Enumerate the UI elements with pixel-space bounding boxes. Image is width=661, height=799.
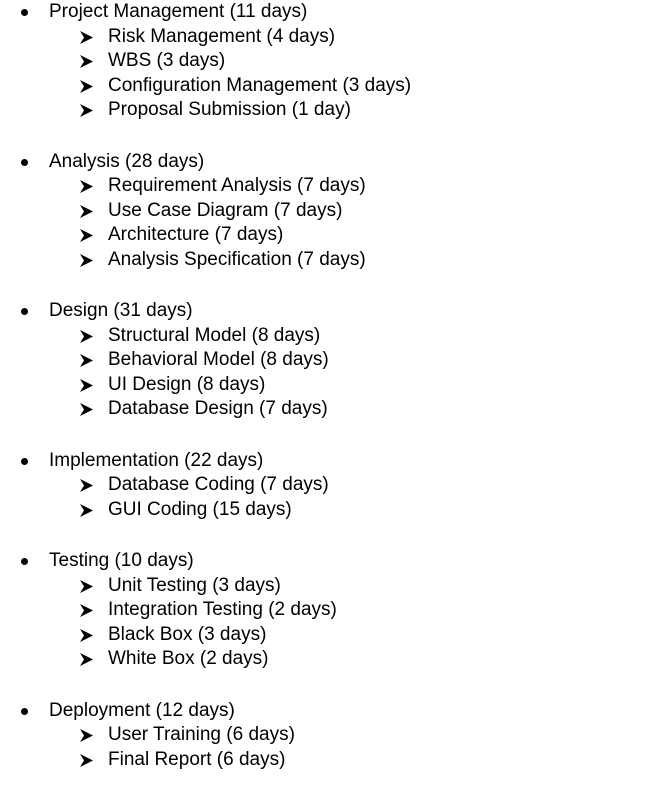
arrowhead-bullet-icon [80, 205, 93, 218]
phase-heading [0, 150, 661, 175]
task-label: UI Design (8 days) [108, 373, 266, 395]
task-label: Architecture (7 days) [108, 224, 284, 245]
task-label: Use Case Diagram (7 days) [108, 199, 343, 221]
task-label: Risk Management (4 days) [108, 25, 336, 47]
task-item [0, 623, 661, 648]
bullet-icon [21, 308, 28, 315]
bullet-icon [21, 458, 28, 465]
task-item [0, 174, 661, 199]
task-label: Configuration Management (3 days) [108, 74, 412, 96]
phase-item [0, 449, 661, 523]
task-item [0, 348, 661, 373]
arrowhead-bullet-icon [80, 31, 93, 44]
arrowhead-bullet-icon [80, 254, 93, 267]
phase-label: Project Management (11 days) [49, 1, 308, 22]
arrowhead-bullet-icon [80, 229, 93, 242]
phase-label: Design (31 days) [49, 300, 193, 321]
task-label: Integration Testing (2 days) [108, 599, 337, 620]
task-label: Behavioral Model (8 days) [108, 349, 329, 370]
phase-heading [0, 299, 661, 324]
bullet-icon [21, 9, 28, 16]
arrowhead-bullet-icon [80, 479, 93, 492]
phase-label: Analysis (28 days) [49, 150, 205, 172]
task-label: Database Coding (7 days) [108, 474, 329, 495]
phase-item [0, 150, 661, 273]
phase-label: Implementation (22 days) [49, 449, 264, 471]
phase-label: Testing (10 days) [49, 550, 194, 571]
task-label: Black Box (3 days) [108, 623, 267, 645]
arrowhead-bullet-icon [80, 653, 93, 666]
arrowhead-bullet-icon [80, 629, 93, 642]
task-item [0, 397, 661, 422]
arrowhead-bullet-icon [80, 580, 93, 593]
task-item [0, 748, 661, 773]
task-item [0, 25, 661, 50]
phase-item [0, 699, 661, 773]
phase-heading [0, 699, 661, 724]
arrowhead-bullet-icon [80, 729, 93, 742]
task-label: Analysis Specification (7 days) [108, 248, 366, 270]
arrowhead-bullet-icon [80, 754, 93, 767]
task-label: Final Report (6 days) [108, 748, 286, 770]
arrowhead-bullet-icon [80, 504, 93, 517]
phase-heading [0, 449, 661, 474]
task-item [0, 473, 661, 498]
task-item [0, 324, 661, 349]
bullet-icon [21, 558, 28, 565]
arrowhead-bullet-icon [80, 55, 93, 68]
task-item [0, 98, 661, 123]
phase-label: Deployment (12 days) [49, 699, 235, 721]
arrowhead-bullet-icon [80, 80, 93, 93]
bullet-icon [21, 708, 28, 715]
task-label: Unit Testing (3 days) [108, 574, 281, 596]
task-item [0, 74, 661, 99]
task-item [0, 199, 661, 224]
task-label: WBS (3 days) [108, 50, 226, 71]
task-item [0, 498, 661, 523]
arrowhead-bullet-icon [80, 104, 93, 117]
task-item [0, 49, 661, 74]
phase-item [0, 549, 661, 672]
bullet-icon [21, 159, 28, 166]
task-item [0, 248, 661, 273]
arrowhead-bullet-icon [80, 330, 93, 343]
task-item [0, 574, 661, 599]
arrowhead-bullet-icon [80, 379, 93, 392]
task-item [0, 723, 661, 748]
task-label: Requirement Analysis (7 days) [108, 175, 366, 196]
phase-heading [0, 0, 661, 25]
phase-item [0, 0, 661, 123]
task-item [0, 373, 661, 398]
phase-heading [0, 549, 661, 574]
phase-item [0, 299, 661, 422]
task-item [0, 598, 661, 623]
task-item [0, 223, 661, 248]
task-item [0, 647, 661, 672]
task-label: Structural Model (8 days) [108, 324, 321, 346]
task-label: GUI Coding (15 days) [108, 498, 292, 520]
task-label: White Box (2 days) [108, 648, 269, 669]
task-label: Database Design (7 days) [108, 398, 328, 419]
task-label: User Training (6 days) [108, 724, 295, 745]
arrowhead-bullet-icon [80, 403, 93, 416]
task-label: Proposal Submission (1 day) [108, 99, 351, 120]
arrowhead-bullet-icon [80, 354, 93, 367]
arrowhead-bullet-icon [80, 180, 93, 193]
arrowhead-bullet-icon [80, 604, 93, 617]
